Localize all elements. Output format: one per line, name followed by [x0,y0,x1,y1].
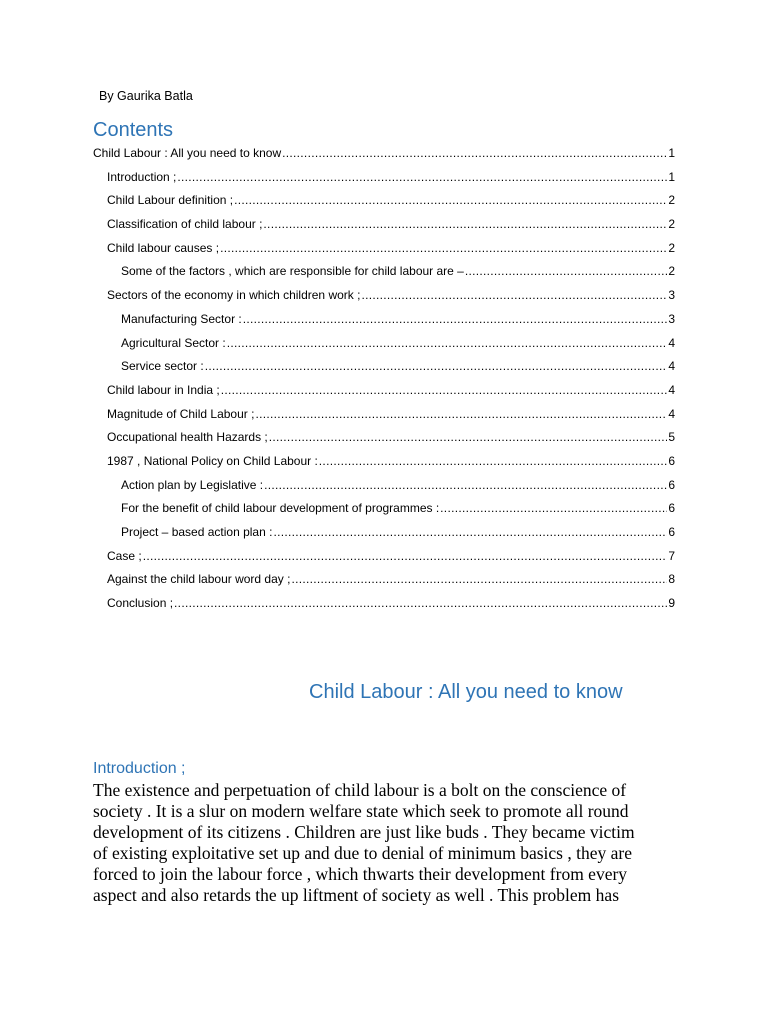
toc-page-number: 1 [668,169,675,184]
toc-page-number: 6 [668,501,675,516]
toc-dot-leader [263,214,667,234]
toc-entry[interactable] [93,261,675,285]
toc-dot-leader [177,167,667,187]
paragraph-line: forced to join the labour force , which thwarts their development from every [93,864,628,884]
toc-entry[interactable] [93,333,675,357]
toc-entry-title: Project – based action plan : [121,525,273,539]
toc-page-number: 2 [668,264,675,279]
toc-page-number: 5 [668,430,675,445]
toc-entry[interactable] [93,569,675,593]
toc-entry-title: Magnitude of Child Labour ; [107,406,255,421]
toc-entry[interactable] [93,238,675,262]
toc-dot-leader [227,333,668,353]
toc-entry-title: Service sector : [121,359,204,374]
toc-page-number: 3 [668,288,675,303]
toc-page-number: 2 [668,217,675,232]
toc-page-number: 2 [668,193,675,208]
toc-page-number: 2 [668,240,675,255]
toc-entry-title: Child labour in India ; [107,382,220,397]
toc-page-number: 4 [668,382,675,397]
toc-page-number: 8 [668,572,675,587]
toc-entry-title: Agricultural Sector : [121,335,226,350]
toc-page-number: 6 [668,477,675,492]
toc-entry[interactable] [93,427,675,451]
toc-entry[interactable] [93,285,675,309]
toc-entry-title: Case ; [107,548,142,563]
toc-dot-leader [273,522,667,542]
toc-entry[interactable] [93,356,675,380]
toc-entry-title: Child labour causes ; [107,240,220,255]
toc-entry[interactable] [93,380,675,404]
toc-page-number: 4 [668,406,675,421]
toc-entry-title: Manufacturing Sector : [121,311,242,326]
paragraph-line: The existence and perpetuation of child labour is a bolt on the conscience of [93,780,627,800]
toc-entry[interactable] [93,309,675,333]
paragraph-line: aspect and also retards the up liftment of society as well . This problem has [93,885,619,905]
toc-dot-leader [220,238,667,258]
toc-dot-leader [221,380,668,400]
toc-entry-title: Action plan by Legislative : [121,477,264,492]
toc-entry-title: Introduction ; [107,169,177,184]
toc-entry[interactable] [93,593,675,617]
toc-entry-title: 1987 , National Policy on Child Labour : [107,453,318,468]
introduction-paragraph [93,780,663,906]
section-heading-introduction: Introduction ; [93,760,186,777]
paragraph-line: society . It is a slur on modern welfare state which seek to promote all round [93,801,629,821]
toc-dot-leader [361,285,667,305]
toc-entry[interactable] [93,475,675,499]
toc-page-number: 7 [668,548,675,563]
toc-entry[interactable] [93,498,675,522]
toc-entry[interactable] [93,190,675,214]
toc-dot-leader [205,356,668,376]
toc-entry-title: Conclusion ; [107,596,174,611]
toc-dot-leader [465,261,667,281]
toc-dot-leader [243,309,668,329]
toc-entry-title: Classification of child labour ; [107,217,263,232]
toc-entry-title: Sectors of the economy in which children work ; [107,288,361,303]
toc-dot-leader [319,451,668,471]
toc-dot-leader [282,143,667,163]
toc-entry[interactable] [93,143,675,167]
toc-dot-leader [440,498,667,518]
toc-dot-leader [255,404,667,424]
toc-entry-title: For the benefit of child labour development of programmes : [121,501,440,516]
toc-dot-leader [291,569,667,589]
toc-page-number: 4 [668,359,675,374]
toc-entry[interactable] [93,522,675,546]
toc-page-number: 3 [668,311,675,326]
toc-page-number: 6 [668,453,675,468]
toc-dot-leader [143,546,668,566]
toc-entry[interactable] [93,451,675,475]
toc-entry[interactable] [93,546,675,570]
paragraph-line: development of its citizens . Children are just like buds . They became victim [93,822,635,842]
toc-entry[interactable] [93,214,675,238]
toc-entry-title: Some of the factors , which are responsible for child labour are – [121,264,464,279]
paragraph-line: of existing exploitative set up and due to denial of minimum basics , they are [93,843,632,863]
toc-dot-leader [264,475,667,495]
toc-entry-title: Child Labour definition ; [107,193,234,208]
toc-entry[interactable] [93,404,675,428]
toc-page-number: 1 [668,146,675,160]
toc-dot-leader [234,190,667,210]
toc-dot-leader [174,593,667,613]
toc-entry-title: Against the child labour word day ; [107,572,291,587]
toc-dot-leader [269,427,668,447]
toc-page-number: 6 [668,525,675,539]
author-line: By Gaurika Batla [99,89,193,103]
document-title: Child Labour : All you need to know [309,681,623,703]
toc-page-number: 4 [668,335,675,350]
table-of-contents [93,143,675,617]
toc-entry[interactable] [93,167,675,191]
toc-page-number: 9 [668,596,675,611]
toc-entry-title: Child Labour : All you need to know [93,146,282,160]
toc-entry-title: Occupational health Hazards ; [107,430,268,445]
contents-heading: Contents [93,119,174,141]
